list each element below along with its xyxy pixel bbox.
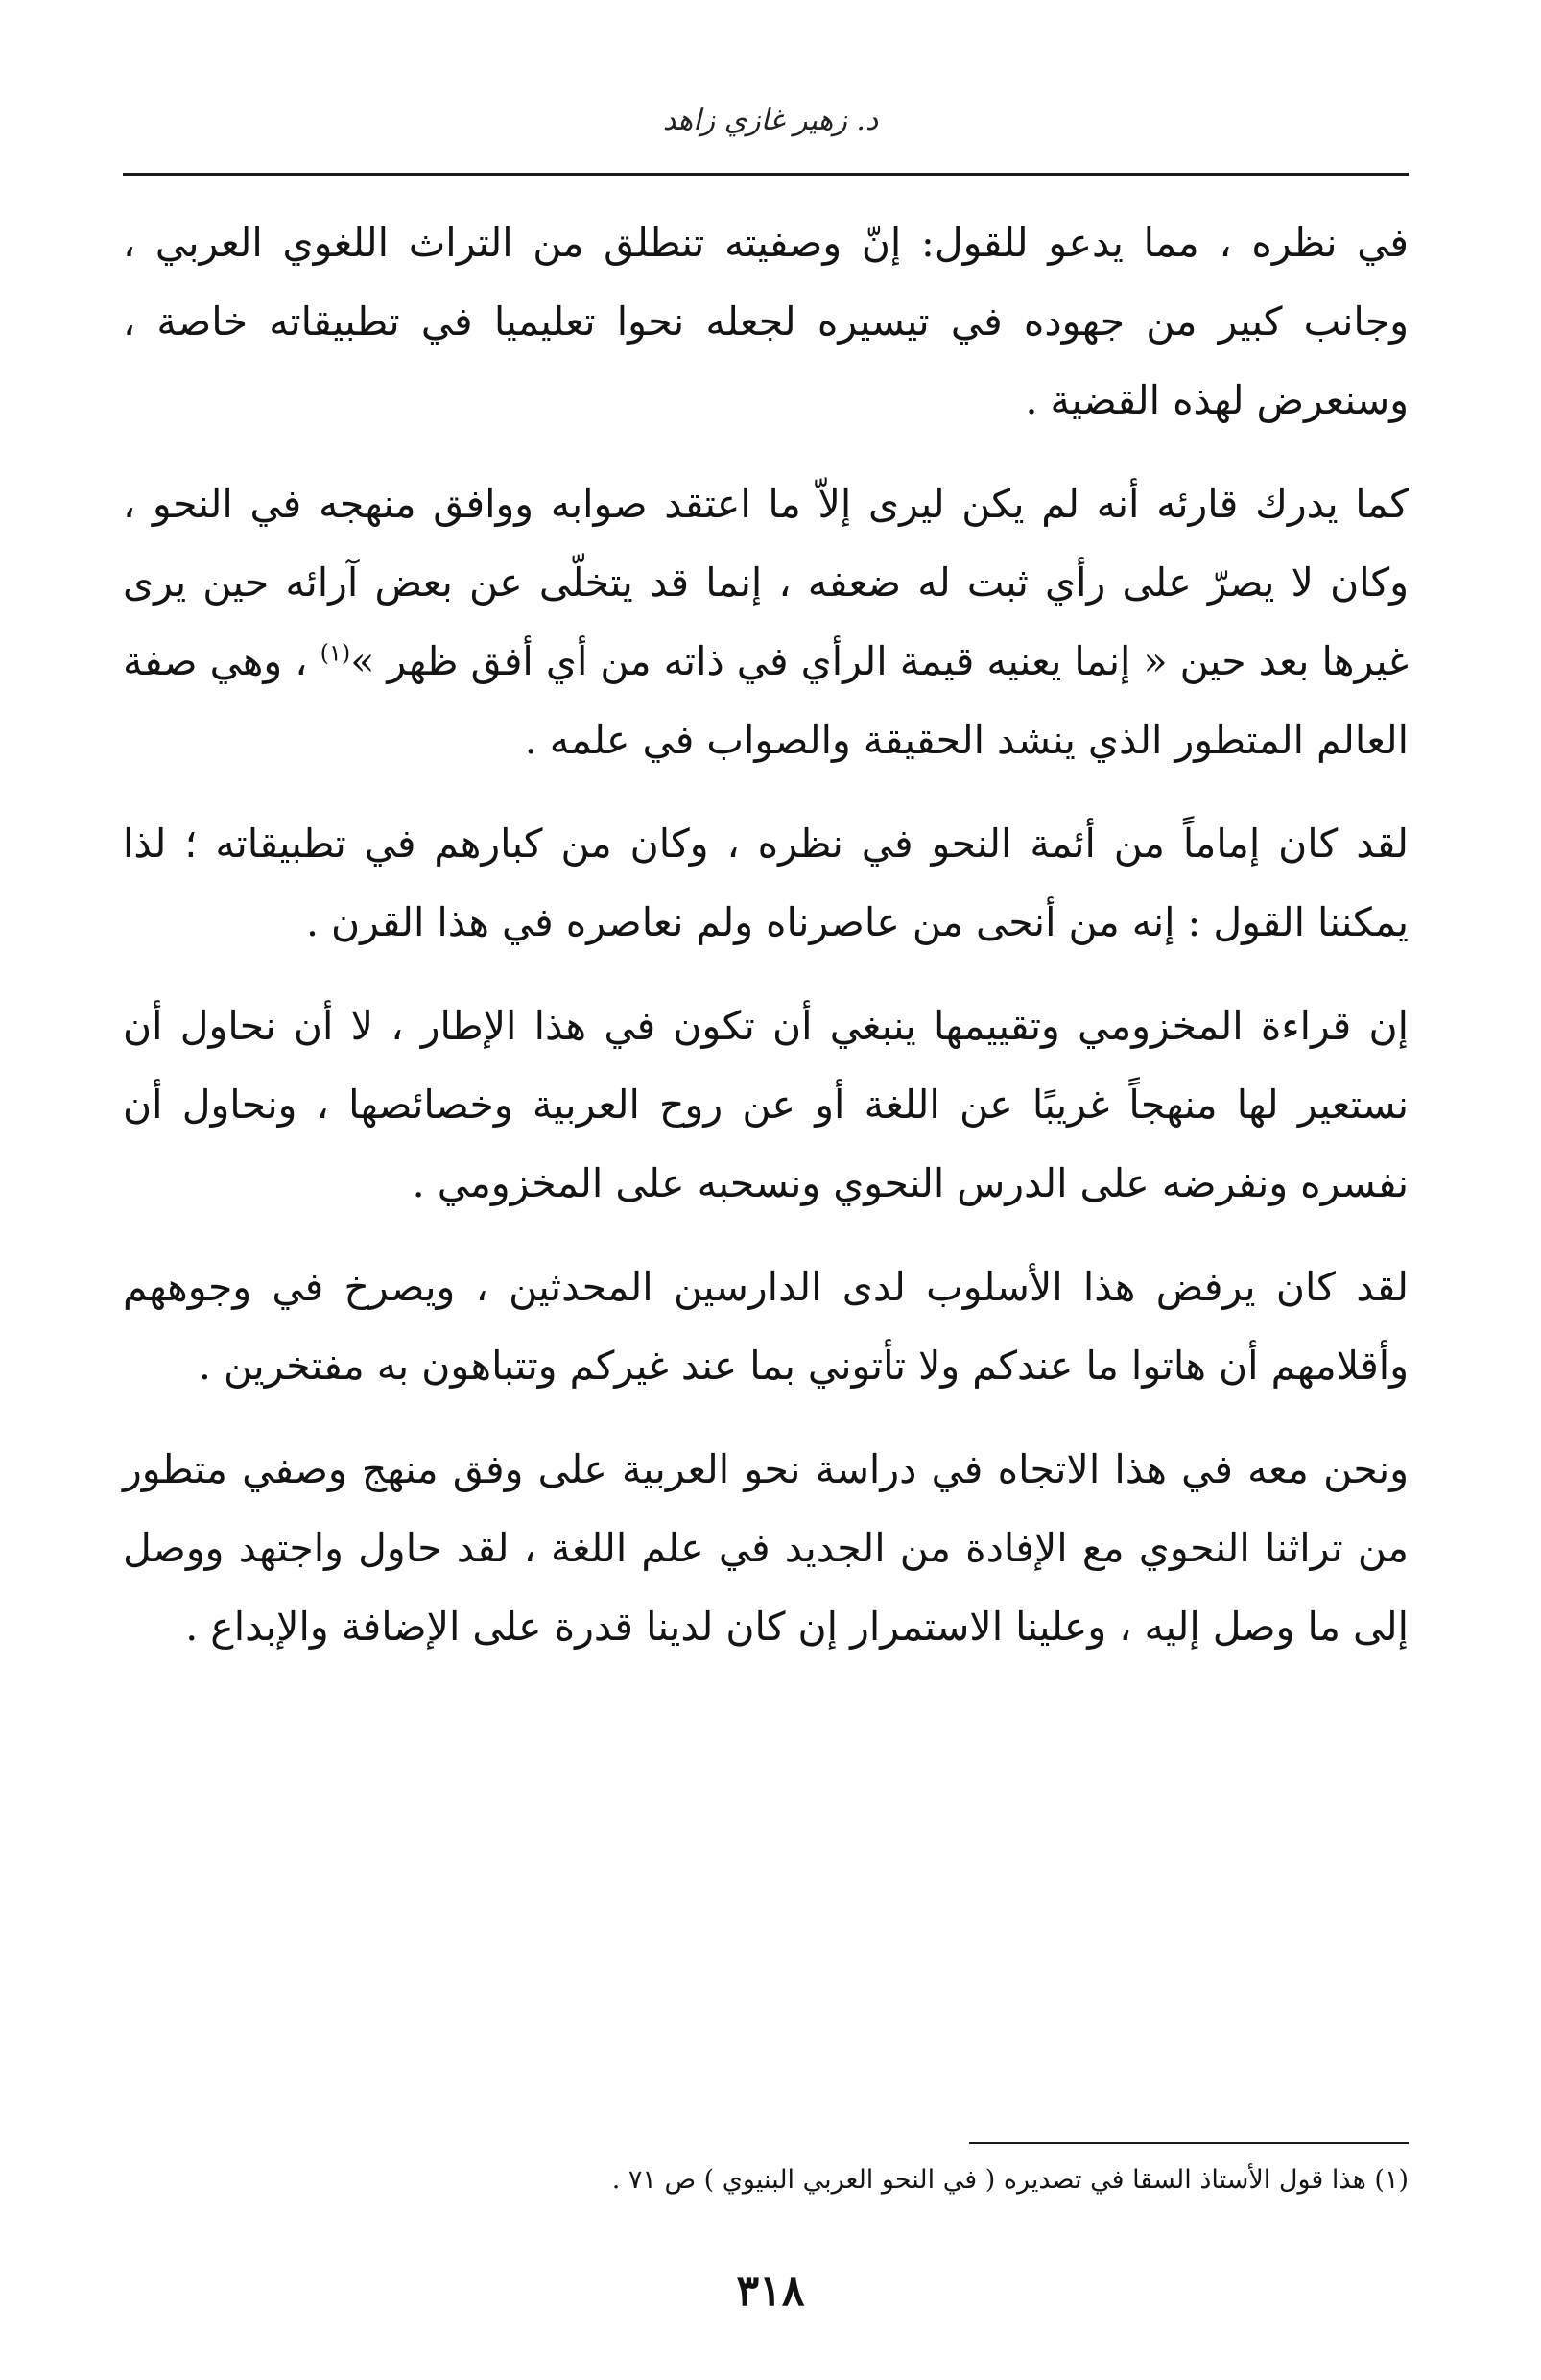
- header-divider: [123, 173, 1409, 176]
- paragraph-6: ونحن معه في هذا الاتجاه في دراسة نحو العربية على وفق منهج وصفي متطور من تراثنا النحوي مع الإفادة من الجديد في علم اللغة ، لقد حاول واجتهد ووصل إلى ما وصل إليه ، وعلينا الاستمرار إن كان لدينا قدرة على الإضافة والإبداع .: [123, 1446, 1409, 1650]
- footnote-divider: [969, 2142, 1409, 2144]
- paragraph-2-text-after: ، وهي صفة العالم المتطور الذي ينشد الحقيقة والصواب في علمه .: [123, 638, 1409, 763]
- body-text: [123, 203, 1409, 1691]
- paragraph-5: لقد كان يرفض هذا الأسلوب لدى الدارسين المحدثين ، ويصرخ في وجوههم وأقلامهم أن هاتوا ما عندكم ولا تأتوني بما عند غيركم وتتباهون به مفتخرين .: [123, 1264, 1409, 1389]
- paragraph-1: في نظره ، مما يدعو للقول: إنّ وصفيته تنطلق من التراث اللغوي العربي ، وجانب كبير من جهوده في تيسيره لجعله نحوا تعليميا في تطبيقاته خاصة ، وسنعرض لهذه القضية .: [123, 220, 1409, 423]
- paragraph-4: إن قراءة المخزومي وتقييمها ينبغي أن تكون في هذا الإطار ، لا أن نحاول أن نستعير لها منهجاً غريبًا عن اللغة أو عن روح العربية وخصائصها ، ونحاول أن نفسره ونفرضه على الدرس النحوي ونسحبه على المخزومي .: [123, 1003, 1409, 1206]
- paragraph-2-text: كما يدرك قارئه أنه لم يكن ليرى إلاّ ما اعتقد صوابه ووافق منهجه في النحو ، وكان لا يصرّ على رأي ثبت له ضعفه ، إنما قد يتخلّى عن بعض آرائه حين يرى غيرها بعد حين « إنما يعنيه قيمة الرأي في ذاته من أي أفق ظهر »: [123, 481, 1409, 684]
- page-number: ٣١٨: [736, 2267, 805, 2316]
- footnote-reference: (١): [320, 639, 351, 667]
- paragraph-2: [123, 464, 1409, 779]
- paragraph-3: لقد كان إماماً من أئمة النحو في نظره ، وكان من كبارهم في تطبيقاته ؛ لذا يمكننا القول : إنه من أنحى من عاصرناه ولم نعاصره في هذا القرن .: [123, 821, 1409, 945]
- running-head-author: د. زهير غازي زاهد: [662, 104, 879, 137]
- footnote: (١) هذا قول الأستاذ السقا في تصديره ( في النحو العربي البنيوي ) ص ٧١ .: [611, 2165, 1409, 2195]
